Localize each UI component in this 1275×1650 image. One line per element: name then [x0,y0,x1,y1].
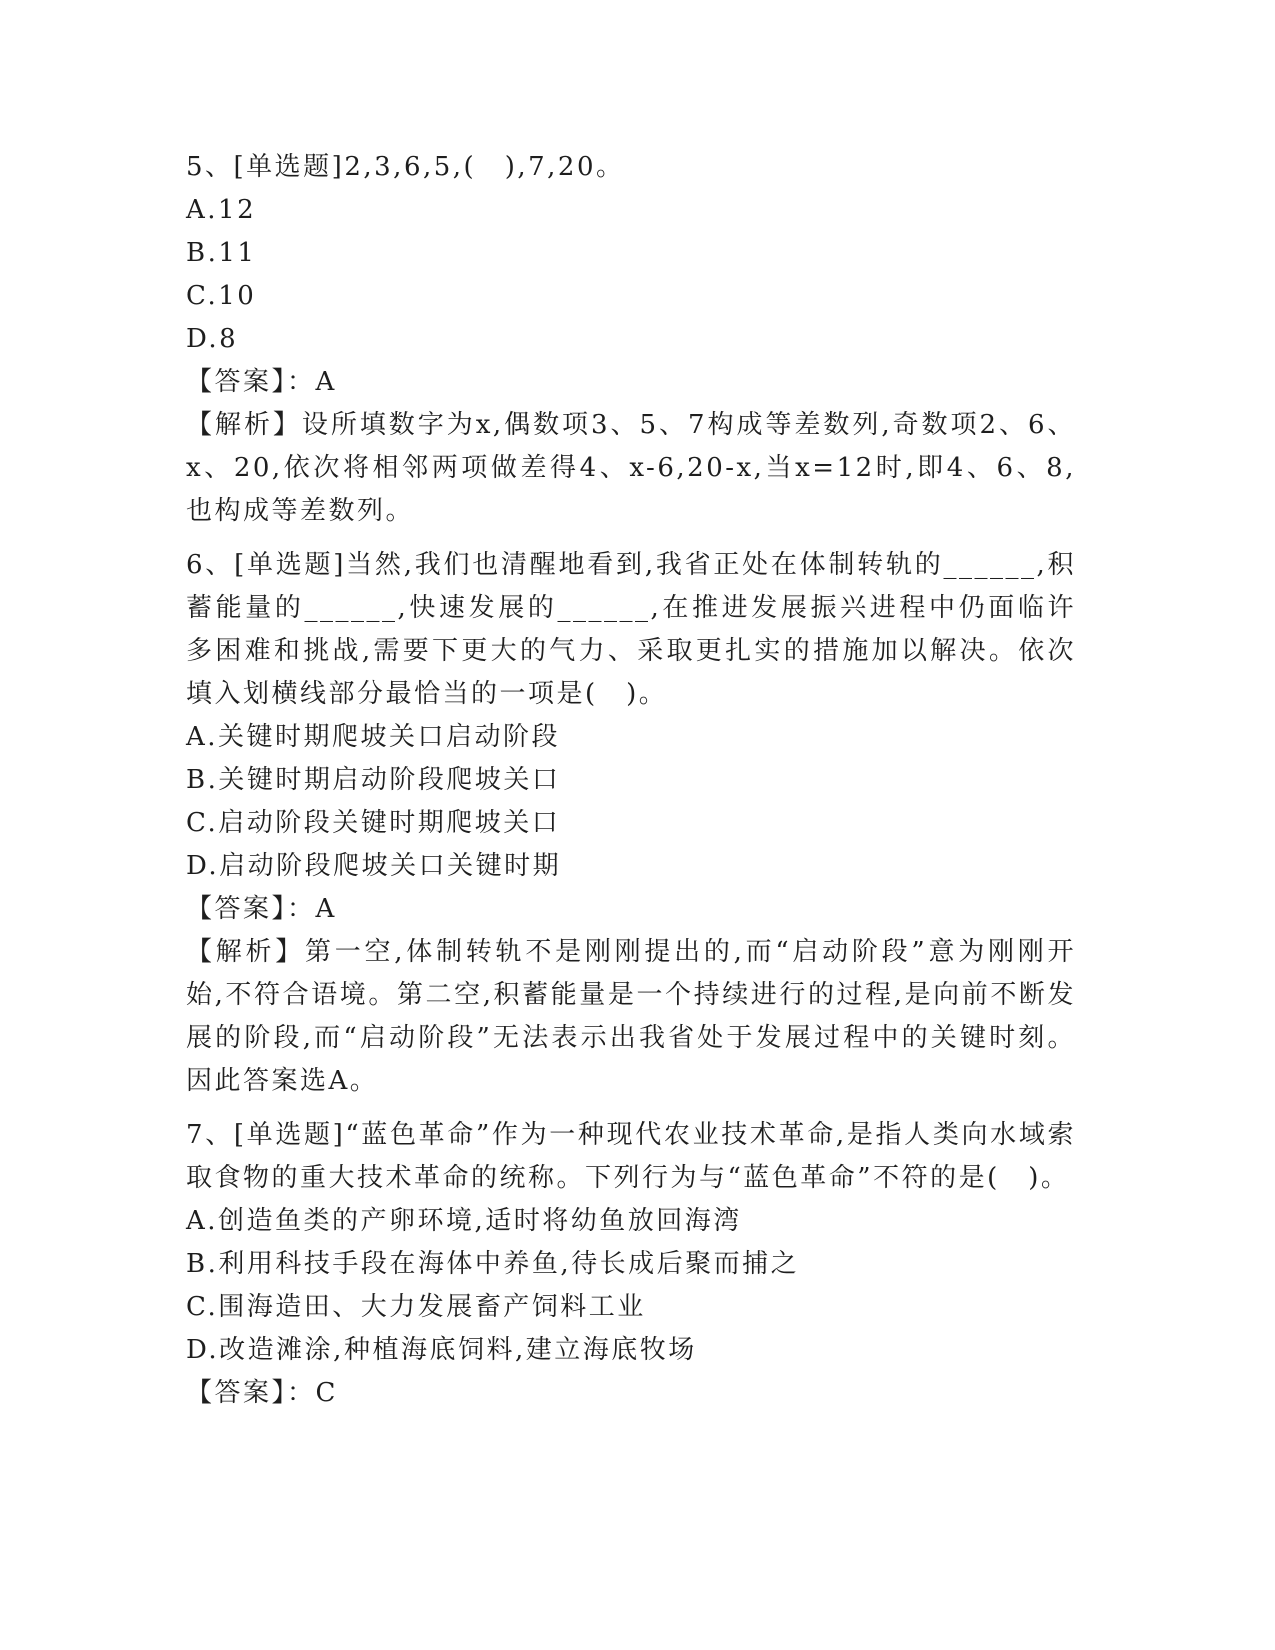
option-b: B.利用科技手段在海体中养鱼,待长成后聚而捕之 [186,1249,800,1279]
option-c: C.10 [186,281,257,311]
question-stem: 7、[单选题]“蓝色革命”作为一种现代农业技术革命,是指人类向水域索取食物的重大技术革命的统称。下列行为与“蓝色革命”不符的是( )。 [186,1120,1076,1193]
question-stem: 5、[单选题]2,3,6,5,( ),7,20。 [186,152,625,182]
question-6 [186,544,1076,1103]
answer: 【答案】：C [186,1378,338,1408]
option-d: D.8 [186,324,239,354]
answer: 【答案】：A [186,367,337,397]
option-b: B.关键时期启动阶段爬坡关口 [186,765,561,795]
analysis: 【解析】第一空,体制转轨不是刚刚提出的,而“启动阶段”意为刚刚开始,不符合语境。第二空,积蓄能量是一个持续进行的过程,是向前不断发展的阶段,而“启动阶段”无法表示出我省处于发展过程中的关键时刻。因此答案选A。 [186,937,1076,1096]
option-a: A.创造鱼类的产卵环境,适时将幼鱼放回海湾 [186,1206,742,1236]
option-d: D.改造滩涂,种植海底饲料,建立海底牧场 [186,1335,697,1365]
option-b: B.11 [186,238,257,268]
option-a: A.12 [186,195,257,225]
analysis: 【解析】设所填数字为x,偶数项3、5、7构成等差数列,奇数项2、6、x、20,依次将相邻两项做差得4、x-6,20-x,当x=12时,即4、6、8,也构成等差数列。 [186,410,1076,526]
option-c: C.围海造田、大力发展畜产饲料工业 [186,1292,646,1322]
question-5 [186,146,1076,533]
question-7 [186,1114,1076,1415]
question-stem: 6、[单选题]当然,我们也清醒地看到,我省正处在体制转轨的______,积蓄能量的______,快速发展的______,在推进发展振兴进程中仍面临许多困难和挑战,需要下更大的气力、采取更扎实的措施加以解决。依次填入划横线部分最恰当的一项是( )。 [186,550,1076,709]
option-c: C.启动阶段关键时期爬坡关口 [186,808,561,838]
answer: 【答案】：A [186,894,337,924]
option-a: A.关键时期爬坡关口启动阶段 [186,722,561,752]
exam-page [186,146,1076,1415]
option-d: D.启动阶段爬坡关口关键时期 [186,851,562,881]
